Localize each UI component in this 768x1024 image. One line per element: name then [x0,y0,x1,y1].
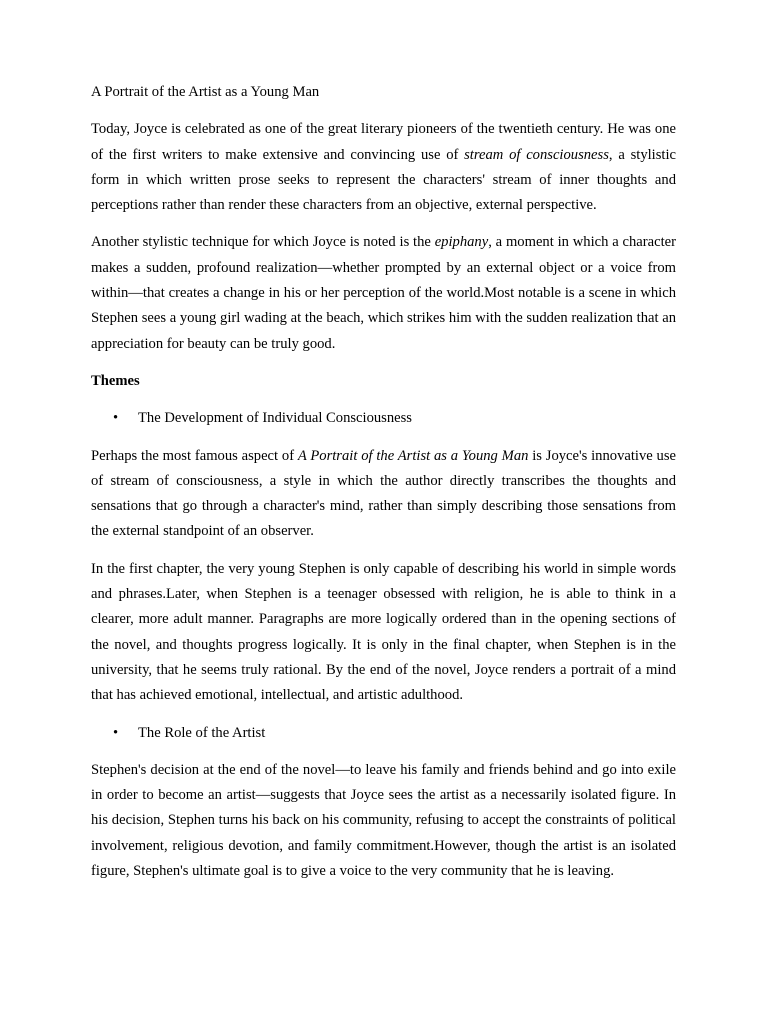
themes-heading: Themes [91,372,140,389]
paragraph-intro: Today, Joyce is celebrated as one of the great literary pioneers of the twentieth century. He was one of the first writers to make extensive and convincing use of stream of consciousness, a stylistic form in which written prose seeks to represent the characters' stream of inner thoughts and perceptions rather than render these characters from an objective, external perspective. [91,121,676,214]
document-title: A Portrait of the Artist as a Young Man [91,84,320,100]
emphasis-stream-of-consciousness: stream of consciousness [464,146,609,163]
emphasis-book-title: A Portrait of the Artist as a Young Man [297,447,529,464]
bullet-item-role-of-artist: • The Role of the Artist [91,721,676,746]
bullet-icon: • [113,724,119,741]
paragraph-first-chapter: In the first chapter, the very young Stephen is only capable of describing his world in simple words and phrases.Later, when Stephen is a teenager obsessed with religion, he is able to think in a clearer, more adult manner. Paragraphs are more logically ordered than in the opening sections of the novel, and thoughts progress logically. It is only in the final chapter, when Stephen is in the university, that he seems truly rational. By the end of the novel, Joyce renders a portrait of a mind that has achieved emotional, intellectual, and artistic adulthood. [91,560,676,704]
bullet-icon: • [113,410,119,427]
paragraph-epiphany: Another stylistic technique for which Joyce is noted is the epiphany, a moment in which a character makes a sudden, profound realization—whether prompted by an external object or a voice from within—that creates a change in his or her perception of the world.Most notable is a scene in which Stephen sees a young girl wading at the beach, which strikes him with the sudden realization that an appreciation for beauty can be truly good. [91,234,676,352]
paragraph-famous-aspect: Perhaps the most famous aspect of A Portrait of the Artist as a Young Man is Joyce's innovative use of stream of consciousness, a style in which the author directly transcribes the thoughts and sensations that go through a character's mind, rather than simply describing those sensations from the external standpoint of an observer. [91,447,677,540]
paragraph-stephens-decision: Stephen's decision at the end of the novel—to leave his family and friends behind and go into exile in order to become an artist—suggests that Joyce sees the artist as a necessarily isolated figure. In his decision, Stephen turns his back on his community, refusing to accept the constraints of political involvement, religious devotion, and family commitment.However, though the artist is an isolated figure, Stephen's ultimate goal is to give a voice to the very community that he is leaving. [91,761,676,880]
bullet-item-consciousness: • The Development of Individual Consciousness [91,406,676,431]
document-page [91,80,676,896]
emphasis-epiphany: epiphany [434,234,489,251]
